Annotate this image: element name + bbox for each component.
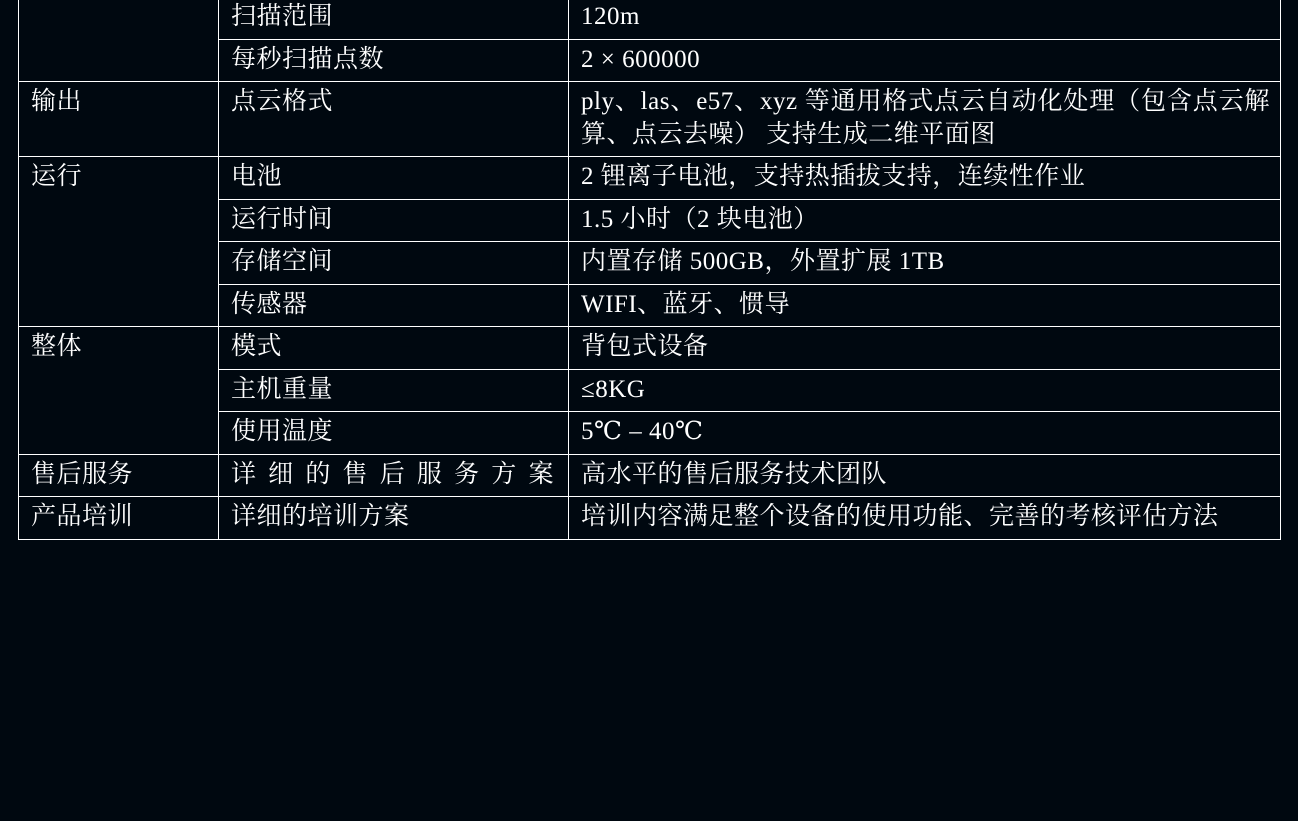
category-cell: 运行	[19, 157, 219, 327]
value-cell: 120m	[569, 0, 1281, 39]
item-cell: 电池	[219, 157, 569, 200]
category-cell: 产品培训	[19, 497, 219, 540]
value-cell: 培训内容满足整个设备的使用功能、完善的考核评估方法	[569, 497, 1281, 540]
table-row	[19, 497, 1281, 540]
table-row	[19, 327, 1281, 370]
category-cell: 整体	[19, 327, 219, 455]
item-cell: 使用温度	[219, 412, 569, 455]
category-cell	[19, 0, 219, 82]
item-cell: 运行时间	[219, 199, 569, 242]
table-body	[19, 0, 1281, 539]
item-cell: 主机重量	[219, 369, 569, 412]
value-cell: 5℃ – 40℃	[569, 412, 1281, 455]
table-row	[19, 82, 1281, 157]
value-cell: ≤8KG	[569, 369, 1281, 412]
item-cell: 存储空间	[219, 242, 569, 285]
item-cell: 扫描范围	[219, 0, 569, 39]
value-cell: 内置存储 500GB，外置扩展 1TB	[569, 242, 1281, 285]
table-row	[19, 454, 1281, 497]
item-cell: 点云格式	[219, 82, 569, 157]
value-cell: WIFI、蓝牙、惯导	[569, 284, 1281, 327]
category-cell: 售后服务	[19, 454, 219, 497]
table-row	[19, 0, 1281, 39]
category-cell: 输出	[19, 82, 219, 157]
value-cell: 2 × 600000	[569, 39, 1281, 82]
item-cell: 详细的培训方案	[219, 497, 569, 540]
value-cell: 2 锂离子电池，支持热插拔支持，连续性作业	[569, 157, 1281, 200]
item-cell: 详细的售后服务方案	[219, 454, 569, 497]
value-cell: ply、las、e57、xyz 等通用格式点云自动化处理（包含点云解算、点云去噪） 支持生成二维平面图	[569, 82, 1281, 157]
table-row	[19, 157, 1281, 200]
value-cell: 背包式设备	[569, 327, 1281, 370]
item-cell: 每秒扫描点数	[219, 39, 569, 82]
value-cell: 1.5 小时（2 块电池）	[569, 199, 1281, 242]
item-cell: 传感器	[219, 284, 569, 327]
value-cell: 高水平的售后服务技术团队	[569, 454, 1281, 497]
item-cell: 模式	[219, 327, 569, 370]
specification-table	[18, 0, 1281, 540]
